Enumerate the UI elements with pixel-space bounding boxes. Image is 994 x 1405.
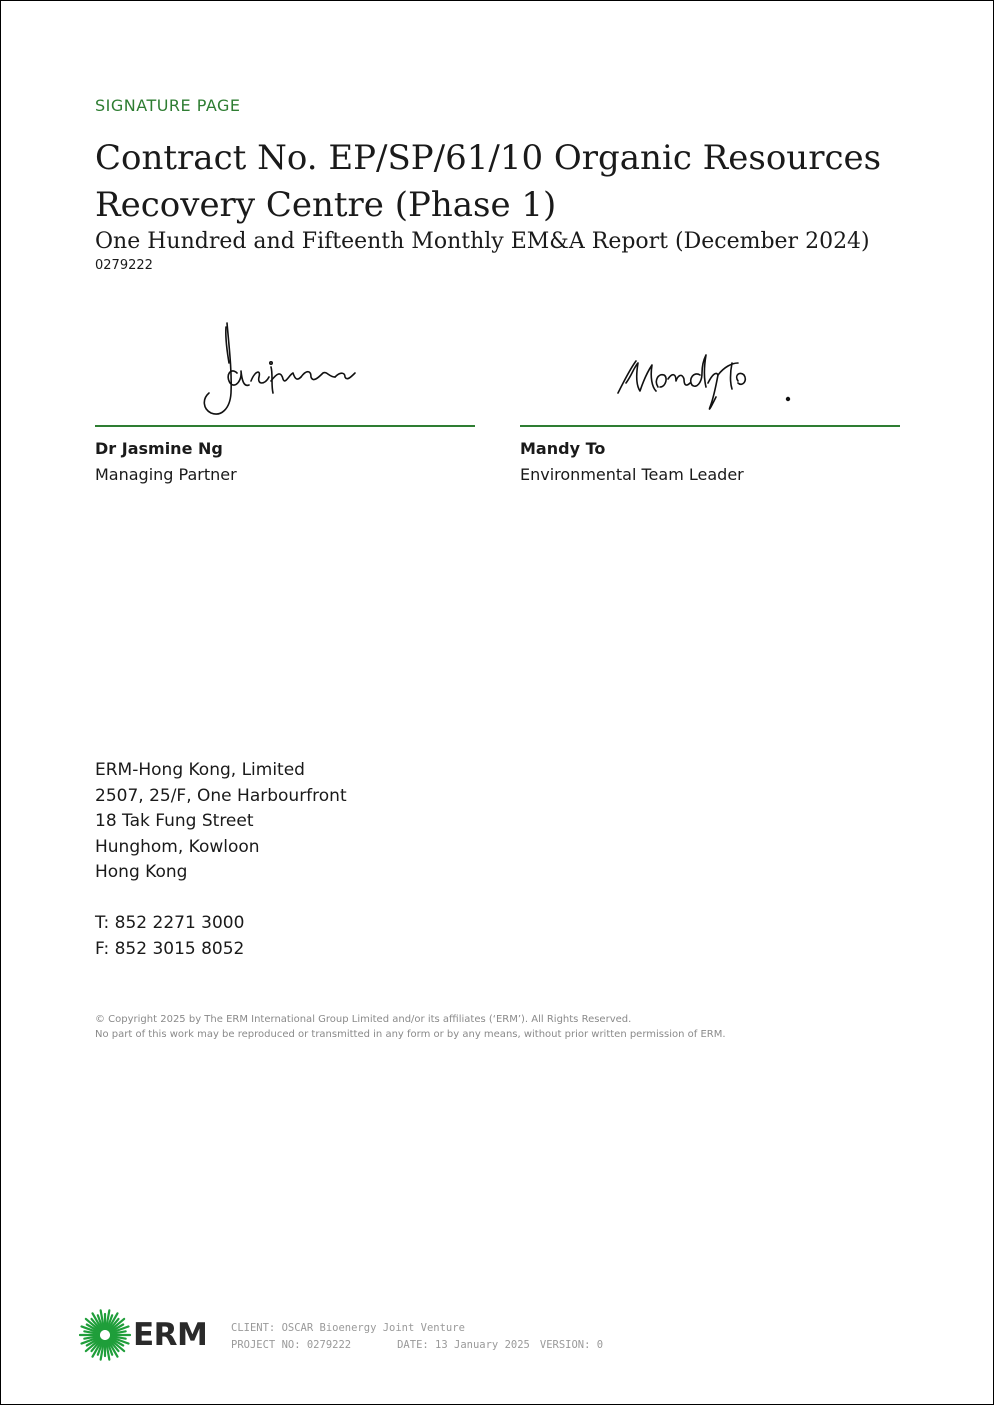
copyright-line: © Copyright 2025 by The ERM International Group Limited and/or its affiliates (‘ERM’). All Rights Reserved.	[95, 1014, 632, 1025]
footer-meta	[231, 1320, 603, 1354]
telephone: T: 852 2271 3000	[95, 913, 245, 933]
signatory-role: Environmental Team Leader	[520, 465, 744, 484]
signature-line-left	[95, 425, 475, 427]
signatory-name: Mandy To	[520, 439, 606, 458]
erm-logo	[79, 1309, 207, 1361]
copyright-notice	[95, 1012, 726, 1042]
footer-version: VERSION: 0	[539, 1339, 604, 1351]
signature-block-right	[520, 301, 900, 484]
address-line: ERM-Hong Kong, Limited	[95, 760, 305, 780]
signature-block-left	[95, 301, 475, 484]
report-subtitle: One Hundred and Fifteenth Monthly EM&A Report (December 2024)	[95, 229, 870, 254]
address-line: 18 Tak Fung Street	[95, 811, 254, 831]
logo-text: ERM	[133, 1317, 208, 1353]
signature-line-right	[520, 425, 900, 427]
signatory-name: Dr Jasmine Ng	[95, 439, 223, 458]
address-line: Hong Kong	[95, 862, 188, 882]
address-line: Hunghom, Kowloon	[95, 836, 260, 857]
document-title: Contract No. EP/SP/61/10 Organic Resources Recovery Centre (Phase 1)	[95, 138, 882, 225]
address-line: 2507, 25/F, One Harbourfront	[95, 785, 347, 806]
footer-details-row	[231, 1337, 603, 1354]
project-number: 0279222	[95, 258, 153, 273]
footer-client-row	[231, 1320, 603, 1337]
logo-center	[100, 1330, 110, 1340]
footer-client: CLIENT: OSCAR Bioenergy Joint Venture	[231, 1322, 465, 1334]
footer-date: DATE: 13 January 2025	[397, 1339, 530, 1351]
company-address	[95, 758, 347, 886]
signatory-role: Managing Partner	[95, 465, 237, 484]
section-label: SIGNATURE PAGE	[95, 96, 241, 115]
erm-sunburst-logo-icon	[79, 1309, 131, 1361]
copyright-line: No part of this work may be reproduced or transmitted in any form or by any means, without prior written permission of ERM.	[95, 1029, 726, 1040]
signature-jasmine-icon	[95, 301, 475, 425]
contact-info	[95, 910, 244, 962]
signature-mandy-icon	[520, 301, 900, 425]
fax: F: 852 3015 8052	[95, 939, 245, 959]
footer-project-no: PROJECT NO: 0279222	[231, 1339, 352, 1351]
